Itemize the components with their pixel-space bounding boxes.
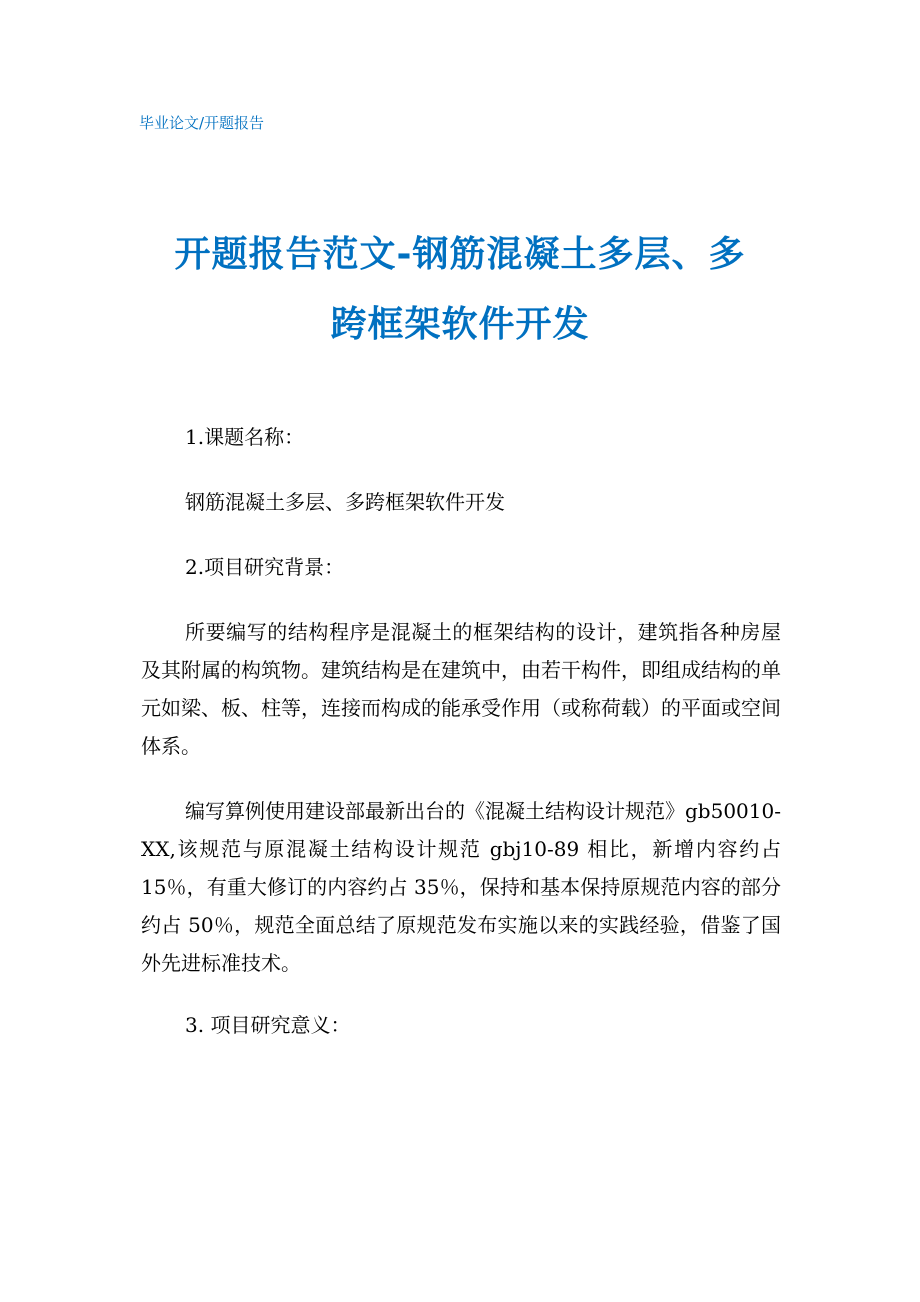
page-title — [120, 220, 800, 360]
topic-name: 钢筋混凝土多层、多跨框架软件开发 — [185, 490, 505, 514]
title-line-2: 跨框架软件开发 — [330, 304, 590, 345]
background-paragraph-2: 编写算例使用建设部最新出台的《混凝土结构设计规范》gb50010-XX,该规范与原混凝土结构设计规范 gbj10-89 相比，新增内容约占 15％，有重大修订的内容约占 35％，保持和基本保持原规范内容的部分约占 50％，规范全面总结了原规范发布实施以来的实践经验，借鉴了国外先进标准技术。 — [141, 799, 781, 975]
section-heading-significance: 3. 项目研究意义： — [185, 1013, 351, 1037]
section-heading-background: 2.项目研究背景： — [185, 555, 345, 579]
title-line-1: 开题报告范文-钢筋混凝土多层、多 — [174, 234, 746, 275]
document-body — [141, 418, 781, 1071]
section-heading-topic: 1.课题名称： — [185, 425, 305, 449]
background-paragraph-1: 所要编写的结构程序是混凝土的框架结构的设计，建筑指各种房屋及其附属的构筑物。建筑结构是在建筑中，由若干构件，即组成结构的单元如梁、板、柱等，连接而构成的能承受作用（或称荷载）的平面或空间体系。 — [141, 620, 781, 758]
breadcrumb[interactable]: 毕业论文/开题报告 — [139, 114, 265, 132]
